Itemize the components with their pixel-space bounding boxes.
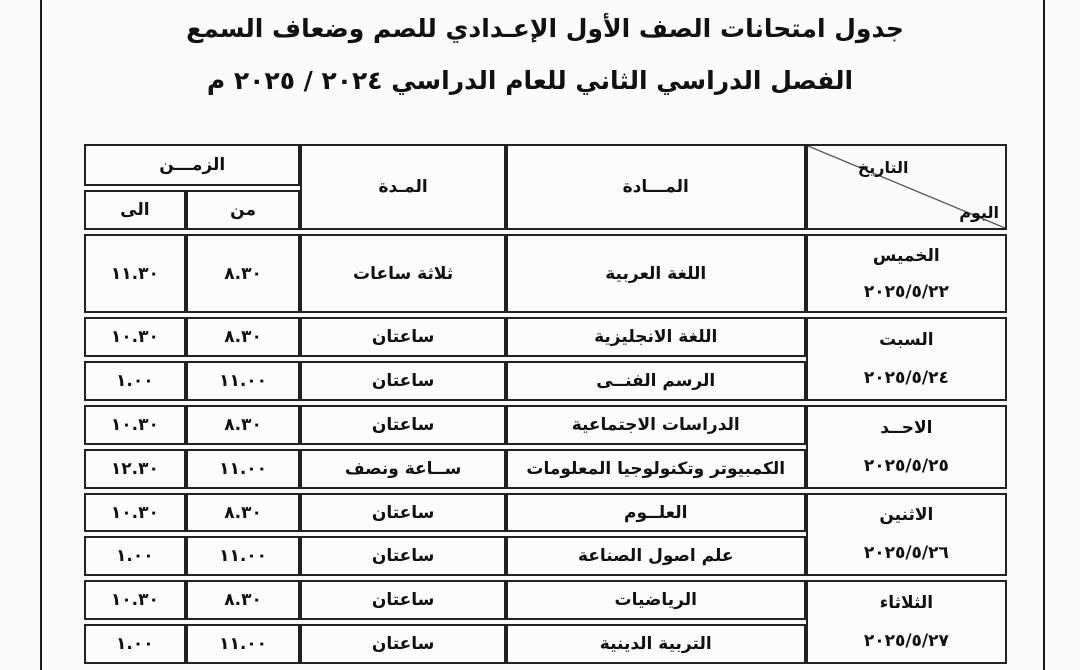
to-time-cell: ١٠.٣٠ [84, 580, 186, 620]
from-time-cell: ١١.٠٠ [186, 536, 301, 576]
day-name: الاحــد [880, 417, 933, 438]
exam-date: ٢٠٢٥/٥/٢٦ [863, 543, 949, 564]
day-name: السبت [879, 330, 934, 351]
to-time-cell: ١٠.٣٠ [84, 493, 186, 533]
subject-cell: الرسم الفنــى [506, 361, 806, 401]
duration-cell: ساعتان [300, 624, 505, 664]
to-time-cell: ١٠.٣٠ [84, 405, 186, 445]
from-time-cell: ٨.٣٠ [186, 580, 301, 620]
duration-header: المـدة [300, 144, 505, 230]
to-time-cell: ١٢.٣٠ [84, 449, 186, 489]
exam-row [84, 317, 1007, 357]
page-border-right [1043, 0, 1045, 670]
subject-cell: التربية الدينية [506, 624, 806, 664]
exam-date: ٢٠٢٥/٥/٢٥ [863, 455, 949, 476]
duration-cell: ساعتان [300, 580, 505, 620]
duration-cell: ساعتان [300, 536, 505, 576]
subject-cell: الدراسات الاجتماعية [506, 405, 806, 445]
day-cell [806, 234, 1007, 314]
day-cell [806, 493, 1007, 577]
exam-schedule-body [84, 144, 1007, 664]
from-time-cell: ١١.٠٠ [186, 449, 301, 489]
exam-row [84, 493, 1007, 533]
subject-cell: الكمبيوتر وتكنولوجيا المعلومات [506, 449, 806, 489]
to-header: الى [84, 190, 186, 230]
subject-cell: العلــوم [506, 493, 806, 533]
from-time-cell: ١١.٠٠ [186, 361, 301, 401]
day-name: الاثنين [879, 505, 934, 526]
exam-date: ٢٠٢٥/٥/٢٧ [863, 631, 949, 652]
subject-cell: علم اصول الصناعة [506, 536, 806, 576]
exam-date: ٢٠٢٥/٥/٢٢ [863, 281, 949, 302]
subject-header: المـــادة [506, 144, 806, 230]
exam-row [84, 405, 1007, 445]
duration-cell: ســاعة ونصف [300, 449, 505, 489]
to-time-cell: ١.٠٠ [84, 624, 186, 664]
from-time-cell: ٨.٣٠ [186, 234, 301, 314]
day-name: الخميس [872, 245, 940, 266]
exam-row [84, 580, 1007, 620]
page-subtitle: الفصل الدراسي الثاني للعام الدراسي ٢٠٢٤ / ٢٠٢٥ م [206, 66, 854, 95]
date-header-label: التاريخ [857, 158, 909, 177]
duration-cell: ساعتان [300, 317, 505, 357]
duration-cell: ساعتان [300, 361, 505, 401]
exam-date: ٢٠٢٥/٥/٢٤ [863, 368, 949, 389]
from-time-cell: ١١.٠٠ [186, 624, 301, 664]
duration-cell: ثلاثة ساعات [300, 234, 505, 314]
duration-cell: ساعتان [300, 493, 505, 533]
to-time-cell: ١١.٣٠ [84, 234, 186, 314]
header-row [84, 144, 1007, 186]
from-time-cell: ٨.٣٠ [186, 317, 301, 357]
to-time-cell: ١.٠٠ [84, 361, 186, 401]
from-time-cell: ٨.٣٠ [186, 405, 301, 445]
day-cell [806, 580, 1007, 664]
to-time-cell: ١٠.٣٠ [84, 317, 186, 357]
day-name: الثلاثاء [879, 593, 934, 614]
day-header-label: اليوم [959, 202, 999, 222]
from-time-cell: ٨.٣٠ [186, 493, 301, 533]
page-border-left [40, 0, 42, 670]
day-cell [806, 317, 1007, 401]
duration-cell: ساعتان [300, 405, 505, 445]
subject-cell: الرياضيات [506, 580, 806, 620]
time-header: الزمـــن [84, 144, 300, 186]
exam-schedule-table [84, 140, 1007, 668]
day-date-header [806, 144, 1007, 230]
day-cell [806, 405, 1007, 489]
from-header: من [186, 190, 301, 230]
subject-cell: اللغة الانجليزية [506, 317, 806, 357]
exam-row [84, 234, 1007, 314]
subject-cell: اللغة العربية [506, 234, 806, 314]
to-time-cell: ١.٠٠ [84, 536, 186, 576]
page-title: جدول امتحانات الصف الأول الإعـدادي للصم وضعاف السمع [186, 14, 904, 43]
